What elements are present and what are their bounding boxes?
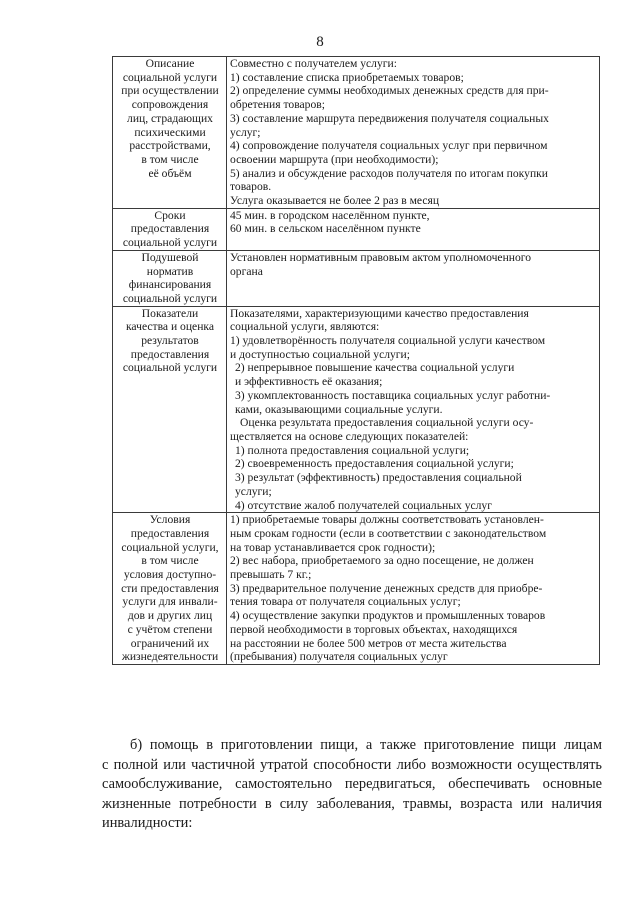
- table-row: [113, 57, 600, 209]
- content-line: Установлен нормативным правовым актом уполномоченного: [230, 250, 532, 264]
- content-line: 1) удовлетворённость получателя социальной услуги качеством: [230, 334, 546, 348]
- content-line: первой необходимости в торговых объектах, находящихся: [230, 622, 518, 636]
- label-line: при осуществлении: [121, 84, 219, 98]
- label-line: условия доступно-: [123, 568, 217, 582]
- content-line: на расстоянии не более 500 метров от места жительства: [230, 636, 507, 650]
- label-line: Сроки: [154, 208, 186, 222]
- content-line: превышать 7 кг.;: [230, 568, 312, 582]
- label-line: социальной услуги,: [121, 540, 219, 554]
- label-line: норматив: [146, 264, 194, 278]
- content-line: 60 мин. в сельском населённом пункте: [230, 222, 421, 236]
- row-content-cell: [227, 306, 600, 513]
- content-line: товаров.: [230, 180, 272, 194]
- label-line: социальной услуги: [122, 361, 218, 375]
- content-line: на товар устанавливается срок годности);: [230, 540, 436, 554]
- label-line: сти предоставления: [121, 581, 219, 595]
- label-line: услуги для инвали-: [122, 595, 218, 609]
- label-line: психическими: [134, 125, 206, 139]
- row-label-cell: [113, 513, 227, 665]
- label-line: Показатели: [141, 306, 199, 320]
- paragraph-line: жизненные потребности в силу заболевания, травмы, возраста или наличия: [102, 795, 602, 812]
- body-paragraph: [102, 736, 602, 834]
- content-line: 2) непрерывное повышение качества социальной услуги: [235, 361, 515, 375]
- paragraph-line: инвалидности:: [102, 815, 193, 831]
- table-row: [113, 250, 600, 306]
- label-line: результатов: [141, 334, 199, 348]
- content-line: освоении маршрута (при необходимости);: [230, 152, 439, 166]
- paragraph-line: с полной или частичной утратой способности либо возможности осуществлять: [102, 756, 602, 773]
- paragraph-line: б) помощь в приготовлении пищи, а также приготовление пищи лицам: [130, 737, 602, 753]
- content-line: и эффективность её оказания;: [235, 375, 383, 389]
- content-line: 2) своевременность предоставления социальной услуги;: [235, 457, 514, 471]
- content-line: 3) результат (эффективность) предоставления социальной: [235, 471, 522, 485]
- content-line: 4) отсутствие жалоб получателей социальных услуг: [235, 498, 492, 512]
- label-line: в том числе: [141, 554, 199, 568]
- label-line: с учётом степени: [127, 622, 213, 636]
- content-line: 5) анализ и обсуждение расходов получателя по итогам покупки: [230, 166, 548, 180]
- label-line: Описание: [145, 57, 195, 70]
- content-line: 4) осуществление закупки продуктов и промышленных товаров: [230, 609, 546, 623]
- content-line: услуг;: [230, 125, 261, 139]
- row-label-cell: [113, 208, 227, 250]
- row-label-cell: [113, 57, 227, 209]
- content-line: Совместно с получателем услуги:: [230, 57, 397, 70]
- content-line: Услуга оказывается не более 2 раз в месяц: [230, 194, 440, 208]
- paragraph-line: самообслуживание, самостоятельно передвигаться, обеспечивать основные: [102, 776, 602, 792]
- label-line: социальной услуги: [122, 236, 218, 250]
- label-line: в том числе: [141, 152, 199, 166]
- label-line: жизнедеятельности: [121, 650, 219, 664]
- service-table: [112, 56, 600, 665]
- content-line: ществляется на основе следующих показателей:: [230, 429, 469, 443]
- label-line: предоставления: [130, 347, 210, 361]
- page-number: 8: [316, 34, 324, 50]
- content-line: 1) приобретаемые товары должны соответствовать установлен-: [230, 513, 544, 527]
- label-line: социальной услуги: [122, 70, 218, 84]
- content-line: 2) вес набора, приобретаемого за одно посещение, не должен: [230, 554, 534, 568]
- label-line: социальной услуги: [122, 291, 218, 305]
- content-line: Оценка результата предоставления социальной услуги осу-: [240, 416, 534, 430]
- table-row: [113, 513, 600, 665]
- row-content-cell: [227, 513, 600, 665]
- label-line: лиц, страдающих: [127, 111, 213, 125]
- label-line: финансирования: [128, 278, 212, 292]
- table-row: [113, 306, 600, 513]
- row-content-cell: [227, 57, 600, 209]
- row-label-cell: [113, 306, 227, 513]
- row-content-cell: [227, 250, 600, 306]
- content-line: 1) составление списка приобретаемых товаров;: [230, 70, 464, 84]
- label-line: Подушевой: [141, 250, 199, 264]
- content-line: 3) предварительное получение денежных средств для приобре-: [230, 581, 543, 595]
- content-line: органа: [230, 264, 263, 278]
- table-row: [113, 208, 600, 250]
- content-line: 4) сопровождение получателя социальных услуг при первичном: [230, 139, 548, 153]
- content-line: ками, оказывающими социальные услуги.: [235, 402, 443, 416]
- label-line: сопровождения: [131, 98, 209, 112]
- label-line: Условия: [149, 513, 191, 527]
- content-line: услуги;: [235, 484, 272, 498]
- label-line: качества и оценка: [125, 320, 215, 334]
- content-line: социальной услуги, являются:: [230, 320, 380, 334]
- row-label-cell: [113, 250, 227, 306]
- content-line: 2) определение суммы необходимых денежных средств для при-: [230, 84, 549, 98]
- label-line: ограничений их: [130, 636, 210, 650]
- content-line: тения товара от получателя социальных услуг;: [230, 595, 461, 609]
- label-line: расстройствами,: [129, 139, 211, 153]
- content-line: обретения товаров;: [230, 98, 325, 112]
- label-line: предоставления: [130, 222, 210, 236]
- label-line: её объём: [148, 166, 192, 180]
- content-line: 45 мин. в городском населённом пункте,: [230, 208, 430, 222]
- label-line: дов и других лиц: [127, 609, 213, 623]
- content-line: 3) укомплектованность поставщика социальных услуг работни-: [235, 388, 551, 402]
- content-line: 1) полнота предоставления социальной услуги;: [235, 443, 470, 457]
- content-line: 3) составление маршрута передвижения получателя социальных: [230, 111, 549, 125]
- content-line: (пребывания) получателя социальных услуг: [230, 650, 448, 664]
- row-content-cell: [227, 208, 600, 250]
- label-line: предоставления: [130, 526, 210, 540]
- content-line: и доступностью социальной услуги;: [230, 347, 410, 361]
- content-line: ным срокам годности (если в соответствии с законодательством: [230, 526, 547, 540]
- content-line: Показателями, характеризующими качество предоставления: [230, 306, 529, 320]
